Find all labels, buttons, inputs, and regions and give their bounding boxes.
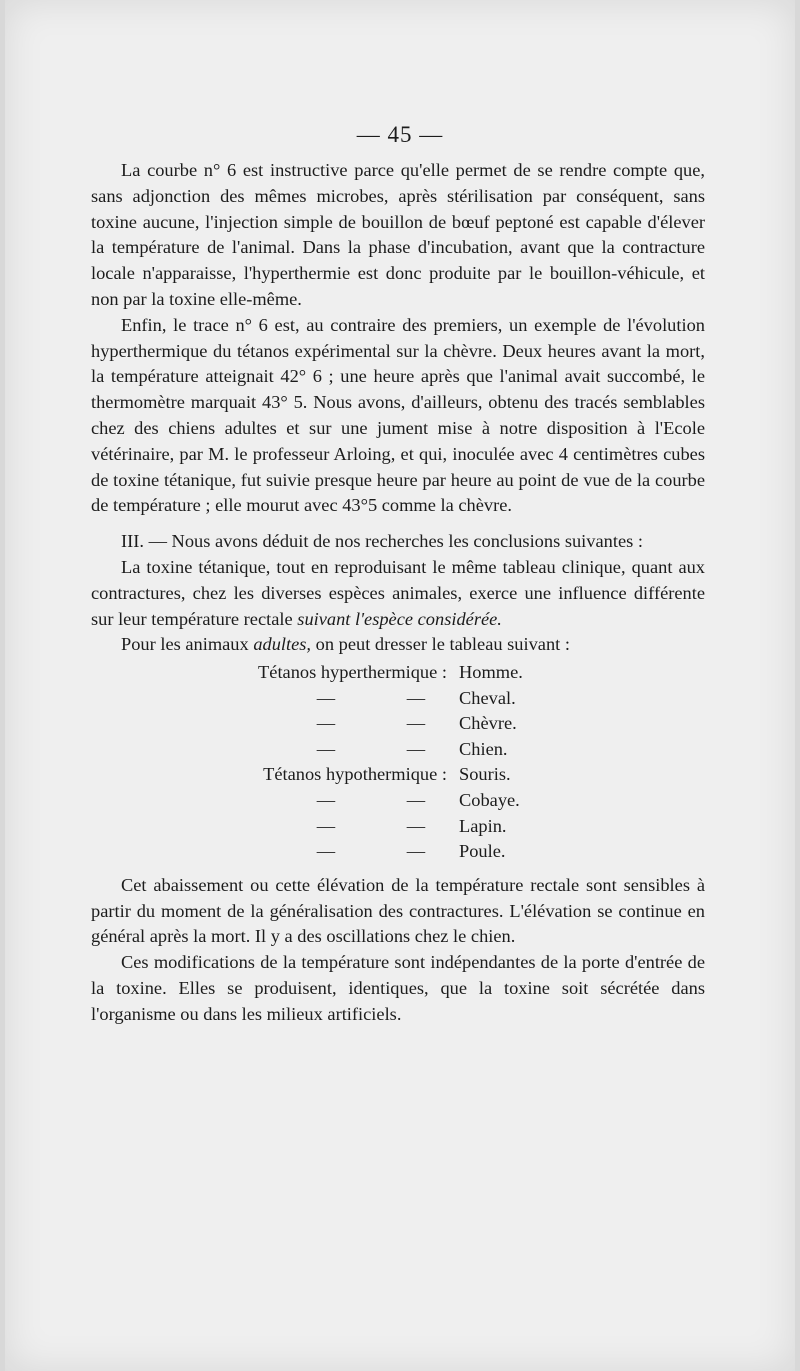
ditto-mark: — — [406, 815, 426, 836]
table-row — [91, 711, 705, 737]
paragraph-6: Cet abaissement ou cette élévation de la température rectale sont sensibles à partir du moment de la généralisation des contractures. L'élévation se continue en général après la mort. Il y a des oscillations chez le chien. — [91, 874, 705, 947]
ditto-mark: — — [406, 713, 426, 734]
ditto-mark: — — [316, 738, 336, 759]
paragraph-4-text: La toxine tétanique, tout en reproduisant le même tableau clinique, quant aux contractures, chez les diverses espèces animales, exerce une influence différente sur leur température rectale — [91, 556, 705, 629]
body-text — [91, 158, 705, 1028]
ditto-mark: — — [316, 687, 336, 708]
ditto-mark: — — [406, 687, 426, 708]
table-row — [91, 763, 705, 789]
ditto-mark: — — [406, 841, 426, 862]
animal-name: Homme. — [459, 662, 523, 683]
table-row — [91, 788, 705, 814]
classification-table — [91, 660, 705, 865]
table-row — [91, 737, 705, 763]
animal-name: Poule. — [459, 841, 506, 862]
paragraph-7: Ces modifications de la température sont indépendantes de la porte d'entrée de la toxine. Elles se produisent, identiques, que la toxine soit sécrétée dans l'organisme ou dans les milieux artificiels. — [91, 952, 705, 1024]
paragraph-5-italic: adultes, — [253, 634, 312, 655]
animal-name: Cobaye. — [459, 790, 520, 811]
animal-name: Lapin. — [459, 815, 507, 836]
ditto-mark: — — [316, 790, 336, 811]
hyperthermic-label: Tétanos hyperthermique : — [258, 662, 447, 683]
table-row — [91, 686, 705, 712]
animal-name: Chien. — [459, 738, 508, 759]
document-page — [5, 0, 795, 1371]
paragraph-5 — [91, 632, 705, 658]
paragraph-2: Enfin, le trace n° 6 est, au contraire des premiers, un exemple de l'évolution hyperthermique du tétanos expérimental sur la chèvre. Deux heures avant la mort, la température atteignait 42° 6 ; une heure après que l'animal avait succombé, le thermomètre marquait 43° 5. Nous avons, d'ailleurs, obtenu des tracés semblables chez des chiens adultes et sur une jument mise à notre disposition à l'Ecole vétérinaire, par M. le professeur Arloing, et qui, inoculée avec 4 centimètres cubes de toxine tétanique, fut suivie presque heure par heure au point de vue de la courbe de température ; elle mourut avec 43°5 comme la chèvre. — [91, 314, 705, 516]
animal-name: Cheval. — [459, 687, 516, 708]
ditto-mark: — — [406, 790, 426, 811]
paragraph-4-italic: suivant l'espèce considérée. — [297, 608, 502, 629]
paragraph-5-text-start: Pour les animaux — [121, 634, 249, 655]
table-row — [91, 814, 705, 840]
table-row — [91, 660, 705, 686]
hypothermic-label: Tétanos hypothermique : — [263, 764, 447, 785]
ditto-mark: — — [406, 738, 426, 759]
paragraph-3: III. — Nous avons déduit de nos recherches les conclusions suivantes : — [121, 531, 643, 552]
paragraph-1: La courbe n° 6 est instructive parce qu'elle permet de se rendre compte que, sans adjonction des mêmes microbes, après stérilisation par conséquent, sans toxine aucune, l'injection simple de bouillon de bœuf peptoné est capable d'élever la température de l'animal. Dans la phase d'incubation, avant que la contracture locale n'apparaisse, l'hyperthermie est donc produite par le bouillon-véhicule, et non par la toxine elle-même. — [91, 160, 705, 309]
table-row — [91, 839, 705, 865]
animal-name: Chèvre. — [459, 713, 517, 734]
ditto-mark: — — [316, 841, 336, 862]
ditto-mark: — — [316, 815, 336, 836]
animal-name: Souris. — [459, 764, 511, 785]
ditto-mark: — — [316, 713, 336, 734]
paragraph-4 — [91, 555, 705, 632]
paragraph-5-text-end: on peut dresser le tableau suivant : — [315, 634, 570, 655]
page-number: — 45 — — [356, 122, 444, 147]
